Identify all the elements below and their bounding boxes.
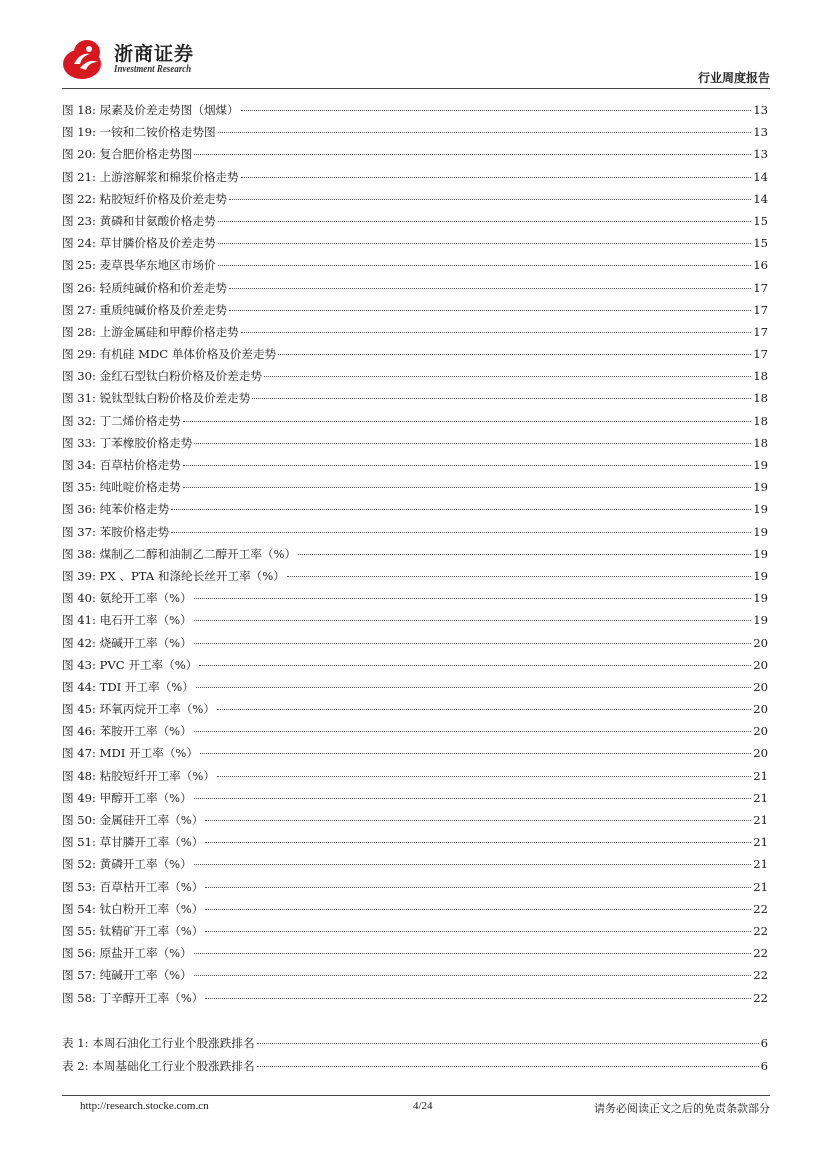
- table-entry-label: 表 2: 本周基础化工行业个股涨跌排名: [62, 1058, 255, 1073]
- figure-entry[interactable]: [62, 102, 768, 124]
- figure-entry-label: 图 40: 氨纶开工率（%）: [62, 591, 192, 606]
- dot-leader: [257, 1043, 759, 1044]
- dot-leader: [217, 709, 751, 710]
- figure-entry-page: 19: [753, 546, 768, 561]
- figure-entry[interactable]: [62, 524, 768, 546]
- dot-leader: [278, 354, 751, 355]
- figure-entry-page: 14: [753, 169, 768, 184]
- dot-leader: [194, 731, 751, 732]
- table-entry-page: 6: [760, 1036, 768, 1050]
- figure-entry[interactable]: [62, 657, 768, 679]
- dot-leader: [205, 931, 751, 932]
- figure-entry-label: 图 25: 麦草畏华东地区市场价: [62, 258, 216, 273]
- brand-logo: [62, 36, 262, 84]
- figure-entry-page: 21: [753, 857, 768, 872]
- figure-entry-label: 图 27: 重质纯碱价格及价差走势: [62, 302, 228, 317]
- dot-leader: [200, 753, 751, 754]
- figure-entry-label: 图 52: 黄磷开工率（%）: [62, 857, 192, 872]
- figure-entry-page: 19: [753, 502, 768, 517]
- figure-entry-page: 22: [753, 946, 768, 961]
- figure-entry[interactable]: [62, 346, 768, 368]
- figure-entry-page: 22: [753, 968, 768, 983]
- dot-leader: [194, 154, 751, 155]
- figure-entry[interactable]: [62, 235, 768, 257]
- figure-entry-page: 18: [753, 435, 768, 450]
- figure-entry-page: 17: [753, 347, 768, 362]
- disclaimer-note: 请务必阅读正文之后的免责条款部分: [594, 1102, 770, 1115]
- figure-entry[interactable]: [62, 546, 768, 568]
- figure-entry-page: 19: [753, 524, 768, 539]
- dot-leader: [171, 509, 751, 510]
- figure-entry-label: 图 21: 上游溶解浆和棉浆价格走势: [62, 169, 239, 184]
- figure-entry-page: 21: [753, 835, 768, 850]
- figure-entry[interactable]: [62, 213, 768, 235]
- dot-leader: [218, 221, 752, 222]
- dot-leader: [218, 132, 752, 133]
- figure-entry-page: 20: [753, 724, 768, 739]
- dot-leader: [171, 532, 751, 533]
- dot-leader: [205, 887, 751, 888]
- figure-entry[interactable]: [62, 635, 768, 657]
- figure-entry-page: 17: [753, 302, 768, 317]
- dot-leader: [252, 398, 751, 399]
- figure-entry[interactable]: [62, 280, 768, 302]
- figure-entry-page: 19: [753, 568, 768, 583]
- figure-entry-label: 图 47: MDI 开工率（%）: [62, 746, 199, 761]
- figure-entry-label: 图 57: 纯碱开工率（%）: [62, 968, 192, 983]
- figure-entry-page: 21: [753, 813, 768, 827]
- figure-entry-page: 13: [753, 103, 768, 117]
- table-list: [62, 1035, 768, 1080]
- figure-entry-label: 图 54: 钛白粉开工率（%）: [62, 901, 204, 916]
- figure-entry-page: 18: [753, 369, 768, 384]
- dot-leader: [217, 776, 751, 777]
- figure-entry-page: 20: [753, 702, 768, 717]
- brand-name-en: Investment Research: [114, 64, 192, 75]
- dot-leader: [205, 998, 751, 999]
- dot-leader: [183, 487, 751, 488]
- figure-entry-label: 图 45: 环氧丙烷开工率（%）: [62, 702, 215, 717]
- figure-entry-label: 图 33: 丁苯橡胶价格走势: [62, 435, 193, 450]
- figure-list: [62, 102, 768, 1012]
- figure-entry[interactable]: [62, 901, 768, 923]
- dot-leader: [194, 443, 751, 444]
- figure-entry[interactable]: [62, 990, 768, 1012]
- figure-entry-page: 20: [753, 635, 768, 650]
- figure-entry-label: 图 51: 草甘膦开工率（%）: [62, 835, 204, 850]
- dot-leader: [194, 643, 751, 644]
- table-entry[interactable]: [62, 1058, 768, 1081]
- figure-entry[interactable]: [62, 679, 768, 701]
- figure-entry-label: 图 56: 原盐开工率（%）: [62, 946, 192, 961]
- dot-leader: [241, 177, 751, 178]
- figure-entry-label: 图 19: 一铵和二铵价格走势图: [62, 125, 216, 140]
- figure-entry-label: 图 44: TDI 开工率（%）: [62, 679, 194, 694]
- figure-entry-page: 19: [753, 458, 768, 472]
- figure-entry-label: 图 18: 尿素及价差走势图（烟煤）: [62, 103, 239, 117]
- dot-leader: [183, 465, 751, 466]
- dot-leader: [257, 1066, 759, 1067]
- figure-entry-label: 图 50: 金属硅开工率（%）: [62, 813, 204, 827]
- figure-entry-label: 图 20: 复合肥价格走势图: [62, 147, 193, 162]
- figure-entry-label: 图 30: 金红石型钛白粉价格及价差走势: [62, 369, 262, 384]
- figure-entry[interactable]: [62, 324, 768, 346]
- figure-entry-label: 图 58: 丁辛醇开工率（%）: [62, 990, 204, 1005]
- figure-entry-page: 20: [753, 679, 768, 694]
- figure-entry[interactable]: [62, 768, 768, 790]
- table-entry-label: 表 1: 本周石油化工行业个股涨跌排名: [62, 1036, 255, 1050]
- figure-entry-label: 图 49: 甲醇开工率（%）: [62, 790, 192, 805]
- dot-leader: [205, 842, 751, 843]
- figure-entry-page: 18: [753, 413, 768, 428]
- figure-entry-page: 17: [753, 324, 768, 339]
- figure-entry-page: 14: [753, 191, 768, 206]
- figure-entry-page: 21: [753, 879, 768, 894]
- figure-entry[interactable]: [62, 368, 768, 390]
- dot-leader: [183, 421, 751, 422]
- page-header: [62, 36, 770, 88]
- figure-entry-label: 图 43: PVC 开工率（%）: [62, 657, 198, 672]
- figure-entry-page: 15: [753, 213, 768, 228]
- dot-leader: [264, 376, 751, 377]
- dot-leader: [218, 265, 752, 266]
- figure-entry-label: 图 34: 百草枯价格走势: [62, 458, 181, 472]
- figure-entry-page: 17: [753, 280, 768, 295]
- figure-entry-label: 图 22: 粘胶短纤价格及价差走势: [62, 191, 228, 206]
- figure-entry-page: 22: [753, 990, 768, 1005]
- figure-entry-label: 图 53: 百草枯开工率（%）: [62, 879, 204, 894]
- dot-leader: [218, 243, 752, 244]
- figure-entry[interactable]: [62, 967, 768, 989]
- figure-entry-label: 图 38: 煤制乙二醇和油制乙二醇开工率（%）: [62, 546, 297, 561]
- footer-divider: [62, 1095, 770, 1096]
- figure-entry-label: 图 46: 苯胺开工率（%）: [62, 724, 192, 739]
- figure-entry-page: 13: [753, 125, 768, 140]
- brand-name-cn: 浙商证券: [114, 43, 195, 65]
- figure-entry[interactable]: [62, 590, 768, 612]
- figure-entry-page: 22: [753, 901, 768, 916]
- dot-leader: [194, 598, 751, 599]
- figure-entry-label: 图 41: 电石开工率（%）: [62, 613, 192, 628]
- figure-entry[interactable]: [62, 479, 768, 501]
- figure-entry-label: 图 48: 粘胶短纤开工率（%）: [62, 768, 215, 783]
- figure-entry-page: 22: [753, 923, 768, 938]
- figure-entry-label: 图 37: 苯胺价格走势: [62, 524, 170, 539]
- figure-entry-page: 20: [753, 746, 768, 761]
- dot-leader: [229, 199, 751, 200]
- figure-entry-page: 18: [753, 391, 768, 406]
- figure-entry[interactable]: [62, 812, 768, 834]
- figure-entry-page: 13: [753, 147, 768, 162]
- dot-leader: [194, 864, 751, 865]
- figure-entry[interactable]: [62, 745, 768, 767]
- dot-leader: [199, 665, 751, 666]
- figure-entry[interactable]: [62, 612, 768, 634]
- figure-entry[interactable]: [62, 790, 768, 812]
- figure-entry[interactable]: [62, 501, 768, 523]
- figure-entry[interactable]: [62, 834, 768, 856]
- page-number: 4/24: [413, 1100, 433, 1112]
- dot-leader: [205, 909, 751, 910]
- figure-entry[interactable]: [62, 124, 768, 146]
- figure-entry-page: 16: [753, 258, 768, 273]
- figure-entry-label: 图 32: 丁二烯价格走势: [62, 413, 181, 428]
- figure-entry-page: 21: [753, 768, 768, 783]
- figure-entry-label: 图 28: 上游金属硅和甲醇价格走势: [62, 324, 239, 339]
- figure-entry[interactable]: [62, 568, 768, 590]
- dot-leader: [194, 975, 751, 976]
- figure-entry-label: 图 36: 纯苯价格走势: [62, 502, 170, 517]
- dot-leader: [194, 798, 751, 799]
- dot-leader: [287, 576, 751, 577]
- figure-entry[interactable]: [62, 856, 768, 878]
- header-divider: [62, 88, 770, 89]
- figure-entry-page: 19: [753, 591, 768, 606]
- dot-leader: [196, 687, 751, 688]
- figure-entry[interactable]: [62, 723, 768, 745]
- figure-entry[interactable]: [62, 945, 768, 967]
- figure-entry-page: 19: [753, 613, 768, 628]
- figure-entry-page: 20: [753, 657, 768, 672]
- figure-entry[interactable]: [62, 457, 768, 479]
- figure-entry[interactable]: [62, 191, 768, 213]
- figure-entry-page: 21: [753, 790, 768, 805]
- dot-leader: [298, 554, 751, 555]
- dot-leader: [229, 310, 751, 311]
- figure-entry[interactable]: [62, 879, 768, 901]
- figure-entry[interactable]: [62, 146, 768, 168]
- figure-entry-label: 图 31: 锐钛型钛白粉价格及价差走势: [62, 391, 251, 406]
- dot-leader: [241, 332, 751, 333]
- footer-url-link[interactable]: http://research.stocke.com.cn: [80, 1100, 209, 1112]
- figure-entry-page: 15: [753, 236, 768, 251]
- dot-leader: [241, 110, 751, 111]
- dot-leader: [205, 820, 751, 821]
- figure-entry-label: 图 35: 纯吡啶价格走势: [62, 480, 181, 495]
- table-entry[interactable]: [62, 1035, 768, 1058]
- figure-entry-label: 图 55: 钛精矿开工率（%）: [62, 923, 204, 938]
- figure-entry[interactable]: [62, 390, 768, 412]
- zheshang-logo-icon: [62, 38, 106, 82]
- figure-entry-label: 图 29: 有机硅 MDC 单体价格及价差走势: [62, 347, 277, 362]
- figure-entry[interactable]: [62, 302, 768, 324]
- figure-entry[interactable]: [62, 169, 768, 191]
- table-entry-page: 6: [760, 1058, 768, 1073]
- figure-entry-label: 图 26: 轻质纯碱价格和价差走势: [62, 280, 228, 295]
- figure-entry-label: 图 24: 草甘膦价格及价差走势: [62, 236, 216, 251]
- figure-entry-label: 图 39: PX 、PTA 和涤纶长丝开工率（%）: [62, 568, 285, 583]
- figure-entry-label: 图 23: 黄磷和甘氨酸价格走势: [62, 213, 216, 228]
- report-type-label: 行业周度报告: [697, 71, 770, 85]
- figure-entry-page: 19: [753, 480, 768, 495]
- dot-leader: [194, 953, 751, 954]
- figure-entry[interactable]: [62, 413, 768, 435]
- figure-entry[interactable]: [62, 923, 768, 945]
- dot-leader: [194, 620, 751, 621]
- figure-entry[interactable]: [62, 435, 768, 457]
- dot-leader: [229, 288, 751, 289]
- figure-entry[interactable]: [62, 701, 768, 723]
- figure-entry-label: 图 42: 烧碱开工率（%）: [62, 635, 192, 650]
- figure-entry[interactable]: [62, 257, 768, 279]
